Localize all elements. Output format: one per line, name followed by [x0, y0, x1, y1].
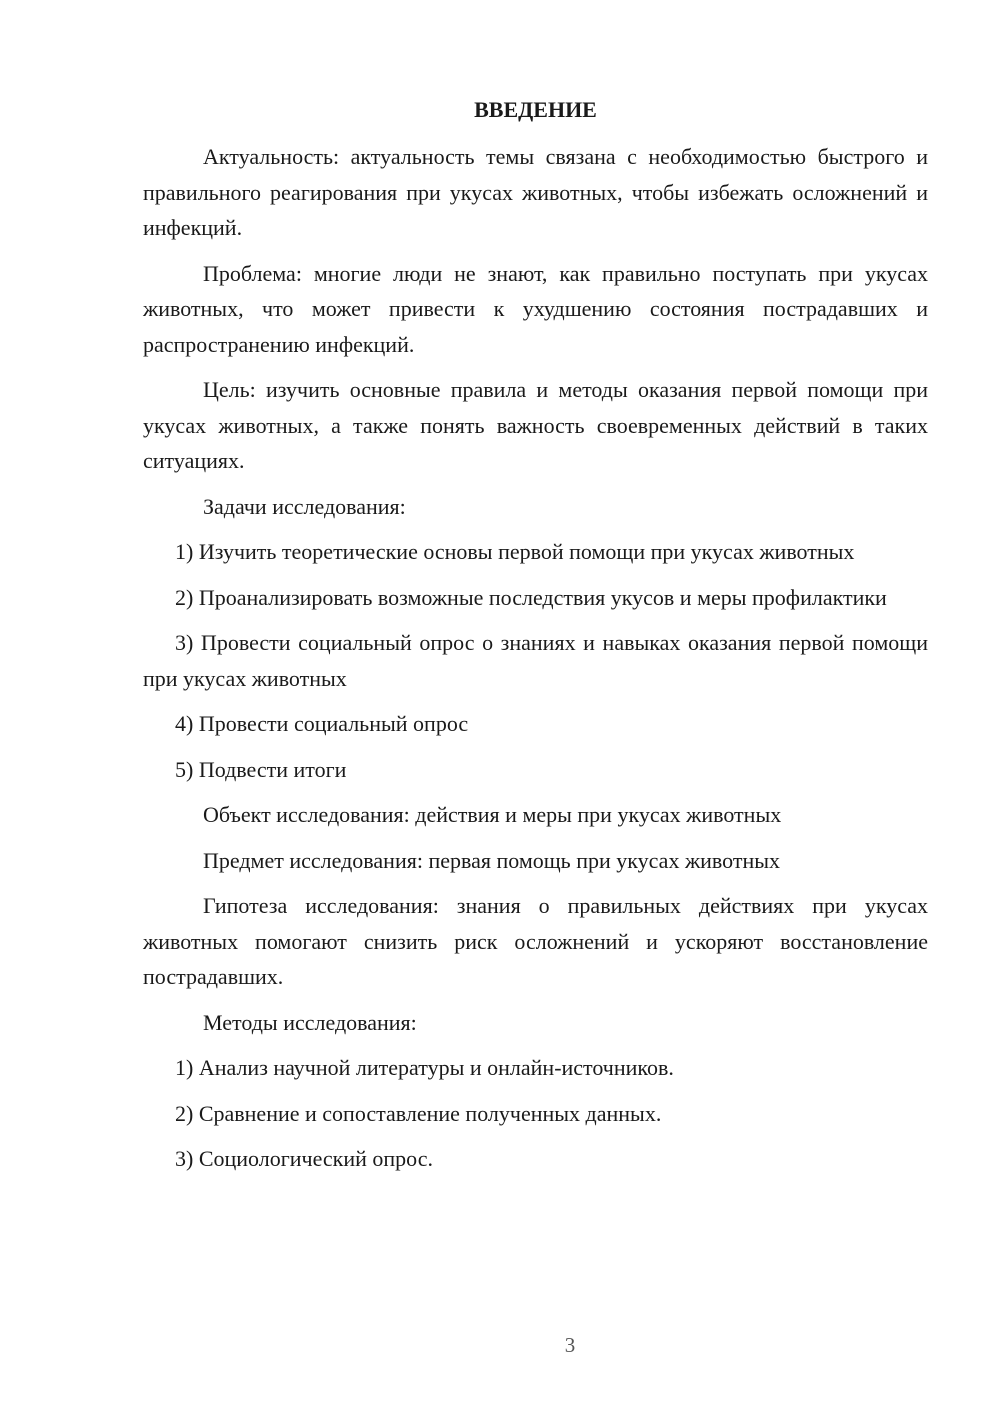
page-heading: ВВЕДЕНИЕ [474, 97, 597, 122]
document-page [143, 95, 928, 1187]
hypothesis-paragraph: Гипотеза исследования: знания о правильных действиях при укусах животных помогают снизить риск осложнений и ускоряют восстановление пострадавших. [143, 893, 928, 989]
task-item: 4) Провести социальный опрос [175, 711, 469, 736]
task-item: 1) Изучить теоретические основы первой помощи при укусах животных [175, 539, 855, 564]
method-item: 3) Социологический опрос. [175, 1146, 433, 1171]
problem-paragraph: Проблема: многие люди не знают, как правильно поступать при укусах животных, что может привести к ухудшению состояния пострадавших и распространению инфекций. [143, 260, 928, 357]
task-item: 3) Провести социальный опрос о знаниях и навыках оказания первой помощи при укусах животных [143, 630, 928, 691]
object-paragraph: Объект исследования: действия и меры при укусах животных [203, 802, 782, 827]
goal-paragraph: Цель: изучить основные правила и методы оказания первой помощи при укусах животных, а также понять важность своевременных действий в таких ситуациях. [143, 377, 928, 473]
page-number: 3 [564, 1333, 576, 1357]
subject-paragraph: Предмет исследования: первая помощь при укусах животных [203, 847, 781, 873]
tasks-title: Задачи исследования: [203, 493, 406, 519]
task-item: 5) Подвести итоги [175, 756, 347, 782]
method-item: 2) Сравнение и сопоставление полученных данных. [175, 1100, 662, 1126]
relevance-paragraph: Актуальность: актуальность темы связана с необходимостью быстрого и правильного реагирования при укусах животных, чтобы избежать осложнений и инфекций. [143, 144, 928, 240]
method-item: 1) Анализ научной литературы и онлайн-источников. [175, 1055, 674, 1080]
task-item: 2) Проанализировать возможные последствия укусов и меры профилактики [175, 584, 887, 610]
methods-title: Методы исследования: [203, 1009, 417, 1035]
